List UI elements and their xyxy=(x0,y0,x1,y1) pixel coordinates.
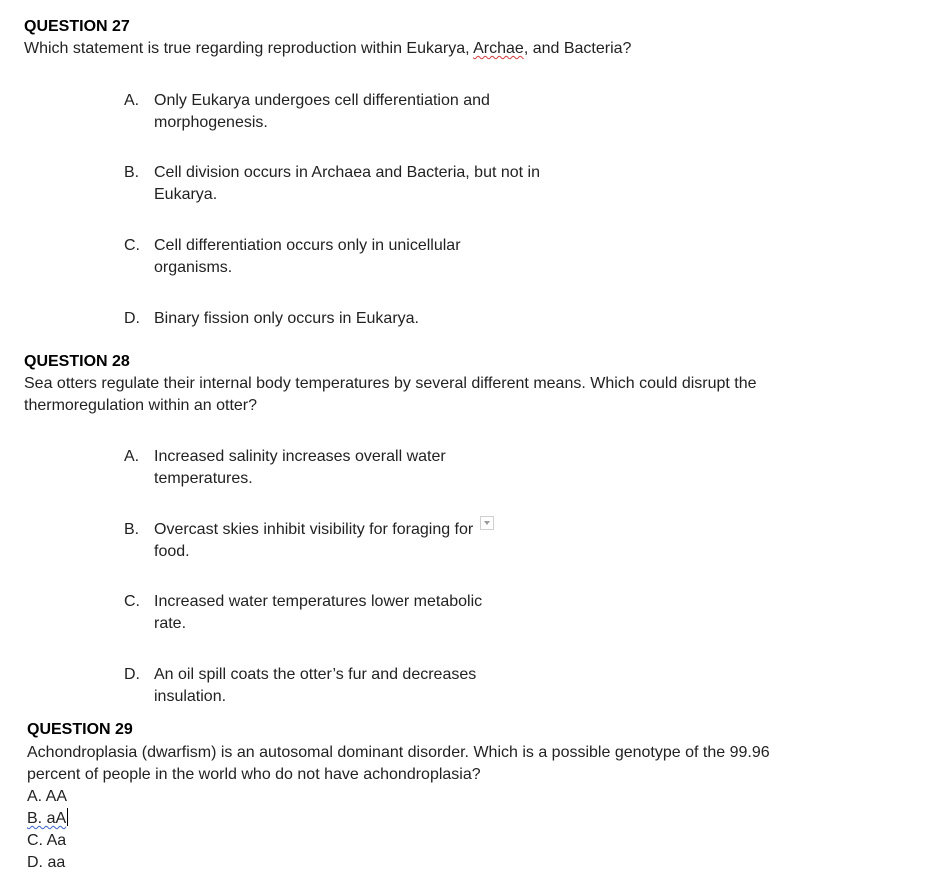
question-29-option-b[interactable] xyxy=(27,808,68,830)
option-letter: A. xyxy=(124,448,140,465)
question-27-text-after: , and Bacteria? xyxy=(523,40,632,57)
option-text: Increased water temperatures lower metabolic rate. xyxy=(154,593,483,632)
option-letter: D. xyxy=(124,310,140,327)
option-letter: C. xyxy=(124,593,140,610)
option-letter: B. xyxy=(124,164,140,181)
question-28-title: QUESTION 28 xyxy=(24,353,130,370)
option-text: Cell differentiation occurs only in unicellular organisms. xyxy=(154,237,461,276)
text-cursor xyxy=(67,808,68,826)
option-text: Cell division occurs in Archaea and Bacteria, but not in Eukarya. xyxy=(154,164,540,203)
option-text: Binary fission only occurs in Eukarya. xyxy=(154,310,419,327)
question-29-text: Achondroplasia (dwarfism) is an autosomal dominant disorder. Which is a possible genotype of the 99.96 percent of people in the world who do not have achondroplasia? xyxy=(27,744,770,783)
option-letter: A. xyxy=(124,92,140,109)
question-27-text xyxy=(24,38,631,60)
question-27-title: QUESTION 27 xyxy=(24,18,130,35)
question-29-option-c[interactable]: C. Aa xyxy=(27,832,67,849)
option-letter: C. xyxy=(124,237,140,254)
question-28-text: Sea otters regulate their internal body temperatures by several different means. Which could disrupt the thermoregulation within an otter? xyxy=(24,375,757,414)
option-text: An oil spill coats the otter’s fur and decreases insulation. xyxy=(154,666,477,705)
misspelled-word[interactable]: Archae xyxy=(473,40,524,57)
option-text: Only Eukarya undergoes cell differentiation and morphogenesis. xyxy=(154,92,490,131)
option-text: Overcast skies inhibit visibility for foraging for food. xyxy=(154,521,474,560)
chevron-down-icon[interactable] xyxy=(480,516,494,530)
question-27-text-before: Which statement is true regarding reproduction within Eukarya, xyxy=(24,40,474,57)
question-29-option-d[interactable]: D. aa xyxy=(27,854,66,871)
option-letter: B. xyxy=(124,521,140,538)
option-text: B. aA xyxy=(27,810,67,827)
question-29-title: QUESTION 29 xyxy=(27,721,133,738)
option-text: Increased salinity increases overall water temperatures. xyxy=(154,448,446,487)
question-29-option-a[interactable]: A. AA xyxy=(27,788,68,805)
option-letter: D. xyxy=(124,666,140,683)
